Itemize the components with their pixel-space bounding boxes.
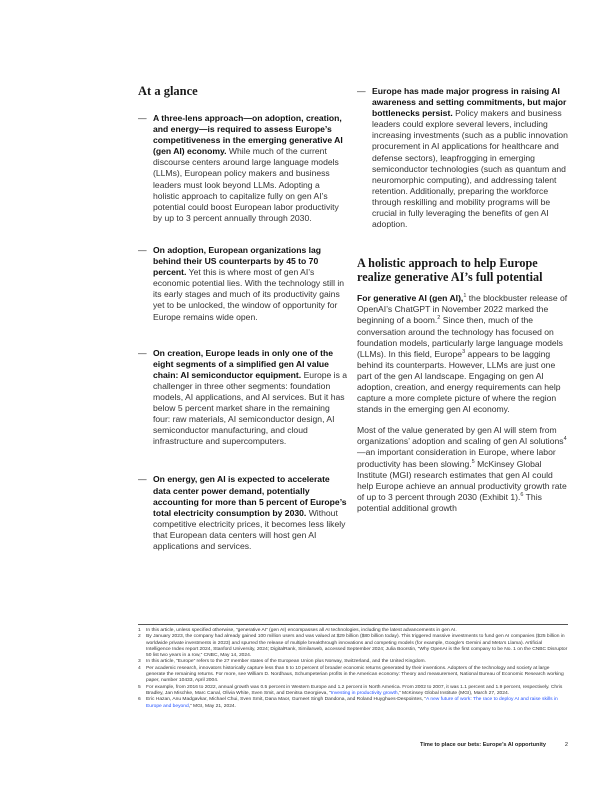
section-heading: A holistic approach to help Europe realize generative AI’s full potential xyxy=(357,256,543,285)
left-column xyxy=(138,84,348,552)
body-paragraph xyxy=(357,425,569,514)
dash-marker: — xyxy=(138,474,147,485)
footnote xyxy=(138,634,568,659)
page-number: 2 xyxy=(564,742,568,748)
footnote-number: 6 xyxy=(138,697,141,703)
footnotes xyxy=(138,628,568,710)
footnote-link[interactable]: Investing in productivity growth xyxy=(330,690,398,696)
footnote-ref[interactable]: 2 xyxy=(437,315,441,322)
bullet-text xyxy=(153,474,348,552)
dash-marker: — xyxy=(138,244,147,255)
paragraph-text: —an important consideration in Europe, where labor productivity has been slowing. xyxy=(357,447,556,469)
bullet-lead: On adoption, European organizations lag behind their US counterparts by 45 to 70 percent. xyxy=(153,244,322,278)
bullet-body: Policy makers and business leaders could explore several levers, including increasing investments (such as a public innovation procurement in AI applications for healthcare and defense sectors), leapfrogging in emerging semiconductor technologies (such as quantum and neuromorphic computing), and addressing talent retention. Additionally, preparing the workforce through reskilling and mobility programs will be crucial in fully leveraging the benefits of gen AI adoption. xyxy=(372,108,568,230)
footnote-text: ,” McKinsey Global Institute (MGI), March 27, 2024. xyxy=(397,690,510,696)
footnote-ref[interactable]: 3 xyxy=(462,348,466,355)
dash-marker: — xyxy=(138,347,147,358)
footnote-divider xyxy=(138,624,568,625)
body-paragraph xyxy=(357,293,569,415)
bullet-lead: On creation, Europe leads in only one of the eight segments of a simplified gen AI value chain: AI semiconductor equipment. xyxy=(153,347,334,380)
bullet-body: Europe is a challenger in three other segments: foundation models, AI applications, and AI services. But it has below 5 percent market share in the remaining four: raw materials, AI semiconductor design, AI semiconductor manufacturing, and cloud infrastructure and supercomputers. xyxy=(153,369,348,447)
glance-bullet xyxy=(138,245,348,323)
footnote-ref[interactable]: 1 xyxy=(463,293,467,300)
dash-marker: — xyxy=(357,86,366,96)
bullet-body: While much of the current discourse centers around large language models (LLMs), European policy makers and business leaders must look beyond LLMs. Adopting a holistic approach to capitalize fully on gen AI’s potential could boost European labor productivity by up to 3 percent annually through 2030. xyxy=(153,146,339,223)
bullet-text xyxy=(372,86,569,230)
at-a-glance-heading: At a glance xyxy=(138,84,198,98)
paragraph-text: the blockbuster release of OpenAI’s ChatGPT in November 2022 marked the beginning of a boom. xyxy=(357,293,568,326)
glance-bullet xyxy=(357,86,569,230)
footnote-number: 4 xyxy=(138,665,141,671)
bullet-lead: On energy, gen AI is expected to accelerate data center power demand, potentially accounting for more than 5 percent of Europe’s total electricity consumption by 2030. xyxy=(153,474,347,518)
footnote-ref[interactable]: 4 xyxy=(563,436,567,443)
footer-title: Time to place our bets: Europe’s AI opportunity xyxy=(420,742,546,748)
bullet-lead: A three-lens approach—on adoption, creation, and energy—is required to assess Europe’s competitiveness in the emerging generative AI (gen AI) economy. xyxy=(153,113,343,157)
page-footer xyxy=(330,742,568,752)
paragraph-text: McKinsey Global Institute (MGI) research estimates that gen AI could help Europe achieve an annual productivity growth rate of up to 3 percent through 2030 (Exhibit 1). xyxy=(357,458,567,502)
bullet-body: Yet this is where most of gen AI’s economic potential lies. With the technology still in its early stages and much of its productivity gains yet to be unlocked, the window of opportunity for Europe remains wide open. xyxy=(153,267,345,322)
right-column xyxy=(357,86,569,514)
footnote xyxy=(138,685,568,698)
footnote-text: By January 2023, the company had already gained 100 million users and was valued at $29 billion ($80 billion today). This triggered massive investments to fund gen AI companies ($25 billion in worldwide private investments in 2023) and spurred the release of multiple breakthrough innovations and competing models (for example, Google’s Gemini and Meta’s Llama). Artificial Intelligence Index report 2024, Stanford University, 2024; DigitalRank, Similarweb, accessed September 2024; Julia Boorstin, “Why OpenAI is the first company to be No. 1 on the CNBC Disruptor 50 list two years in a row,” CNBC, May 14, 2024. xyxy=(146,634,568,659)
footnote-ref[interactable]: 5 xyxy=(471,458,475,465)
footnote xyxy=(138,666,568,685)
bullet-body: Without competitive electricity prices, it becomes less likely that European data centers will host gen AI applications and services. xyxy=(153,507,346,551)
glance-bullet xyxy=(138,348,348,448)
footnote-text: Per academic research, innovators historically capture less than 5 to 10 percent of broader economic returns generated by their inventions. Adopters of the technology and society at large generate the remaining returns. For more, see William D. Nordhaus, Schumpeterian profits in the American economy: Theory and measurement, National Bureau of Economic Research working paper, number 10433, April 2004. xyxy=(146,665,564,684)
paragraph-text: This potential additional growth xyxy=(357,491,542,513)
bullet-text xyxy=(153,113,348,224)
paragraph-lead: For generative AI (gen AI), xyxy=(357,293,464,304)
footnote-text: ,” MGI, May 21, 2024. xyxy=(188,703,236,709)
footnote xyxy=(138,697,568,710)
bullet-lead: Europe has made major progress in raising AI awareness and setting commitments, but major bottlenecks persist. xyxy=(372,86,567,119)
footnote-number: 3 xyxy=(138,659,141,665)
paragraph-text: appears to be lagging behind its counterparts. However, LLMs are just one part of the gen AI landscape. Engaging on gen AI adoption, creation, and energy requirements can help capture a more complete picture of where the region stands in the emerging gen AI economy. xyxy=(357,348,561,415)
paragraph-text: Since then, much of the conversation around the technology has focused on foundation models, particularly large language models (LLMs). In this field, Europe xyxy=(357,315,563,359)
footnote-number: 1 xyxy=(138,628,141,633)
glance-bullet xyxy=(138,113,348,224)
bullet-text xyxy=(153,348,348,448)
footnote-text: Eric Hazan, Anu Madgavkar, Michael Chui, Sven Smit, Dana Maor, Gurneet Singh Dandona, and Roland Huyghues-Despointes, “ xyxy=(146,697,427,703)
footnote-text: In this article, “Europe” refers to the 27 member states of the European Union plus Norway, Switzerland, and the United Kingdom. xyxy=(146,659,426,665)
footnote-text: In this article, unless specified otherwise, “generative AI” (gen AI) encompasses all AI technologies, including the latest advancements in gen AI. xyxy=(146,628,457,633)
glance-bullet xyxy=(138,474,348,552)
footnote-number: 5 xyxy=(138,684,141,690)
footnote-ref[interactable]: 6 xyxy=(520,491,524,498)
paragraph-text: Most of the value generated by gen AI will stem from organizations’ adoption and scaling of gen AI solutions xyxy=(357,425,564,447)
dash-marker: — xyxy=(138,113,147,123)
bullet-text xyxy=(153,245,348,323)
footnote-number: 2 xyxy=(138,634,141,640)
footnote-text: For example, from 2016 to 2022, annual growth was 0.5 percent in Western Europe and 1.2 percent in North America. From 2002 to 2007, it was 1.1 percent and 1.9 percent, respectively. Chris Bradley, Jan Mischke, Marc Canal, Olivia White, Sven Smit, and Denitsa Georgieva, “ xyxy=(146,684,563,696)
footnote-link[interactable]: A new future of work: The race to deploy AI and raise skills in Europe and beyond xyxy=(146,697,558,709)
